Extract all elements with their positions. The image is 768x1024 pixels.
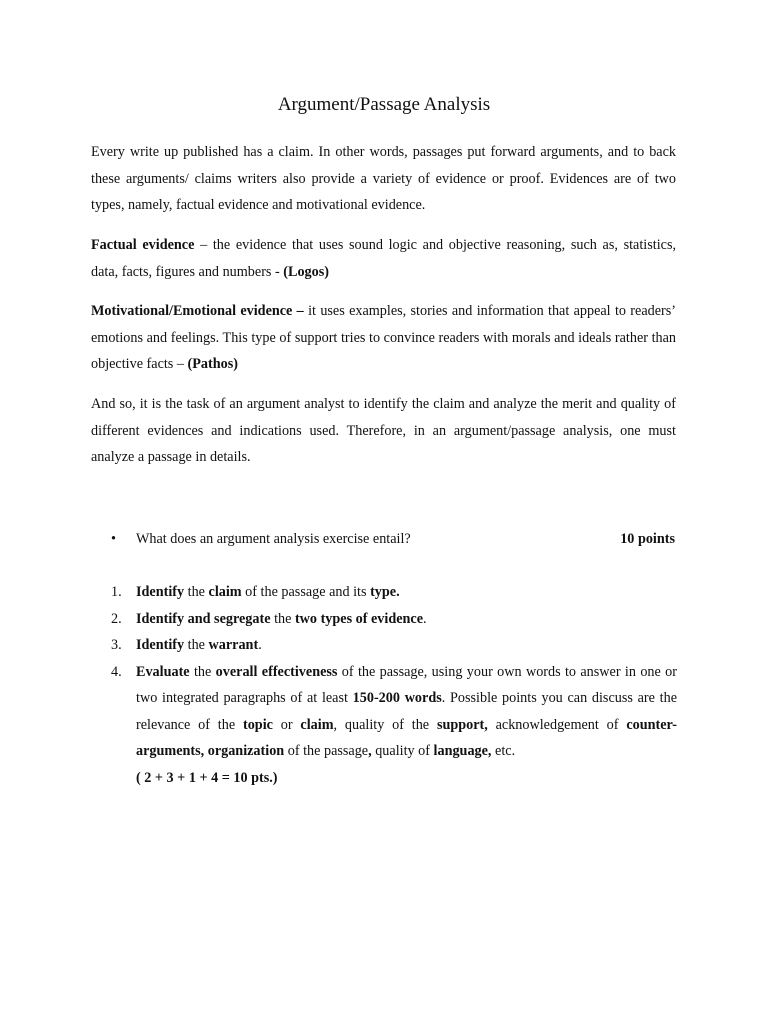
task-text: acknowledgement of — [487, 716, 627, 733]
task-text: etc. — [491, 743, 516, 759]
question-row — [108, 526, 678, 552]
task-emphasis: overall effectiveness — [215, 663, 338, 680]
motivational-evidence-text: it uses examples, stories and information that appeal to readers’ emotions and feelings. This type of support tries to convince readers with morals and ideals rather than objective facts – — [91, 303, 676, 372]
factual-evidence-text: – the evidence that uses sound logic and objective reasoning, such as, statistics, data, facts, figures and numbers - — [91, 237, 677, 280]
task-text: quality of — [371, 743, 434, 759]
task-emphasis: support, — [436, 716, 488, 733]
task-emphasis: warrant — [208, 637, 259, 653]
task-number: 4. — [111, 663, 122, 680]
task-emphasis: 150-200 words — [352, 690, 442, 706]
task-text: the — [184, 637, 209, 653]
task-text: of the passage — [284, 743, 369, 759]
conclusion-paragraph: And so, it is the task of an argument analyst to identify the claim and analyze the merit and quality of different evidences and indications used. Therefore, in an argument/passage analysis, one must analyze a passage in details. — [91, 396, 676, 465]
task-text: . — [258, 637, 262, 653]
task-text: or — [272, 716, 301, 733]
task-emphasis: claim — [208, 584, 242, 600]
motivational-evidence-term: Motivational/Emotional evidence – — [91, 303, 304, 319]
task-item — [111, 632, 677, 659]
task-emphasis: Identify — [136, 584, 185, 600]
intro-paragraph: Every write up published has a claim. In other words, passages put forward arguments, and to back these arguments/ claims writers also provide a variety of evidence or proof. Evidences are of two types, namely, factual evidence and motivational evidence. — [91, 144, 676, 213]
factual-evidence-term: Factual evidence — [91, 237, 195, 253]
task-text: of the passage, using your own words to answer in one or two integrated paragraphs of at least — [136, 663, 677, 706]
points-total: ( 2 + 3 + 1 + 4 = 10 pts.) — [136, 769, 278, 786]
task-number: 1. — [111, 584, 122, 600]
task-number: 2. — [111, 610, 122, 627]
task-emphasis: Identify and segregate — [136, 610, 271, 627]
task-item — [111, 606, 677, 633]
task-item — [111, 659, 677, 792]
bullet-icon: • — [111, 531, 116, 547]
factual-evidence-paragraph — [91, 232, 676, 285]
page-title: Argument/Passage Analysis — [277, 94, 491, 115]
task-emphasis: language, — [433, 743, 492, 759]
task-text: the — [184, 584, 209, 600]
question-points: 10 points — [620, 531, 675, 547]
task-text: the — [189, 663, 216, 680]
task-emphasis: counter-arguments, organization — [136, 716, 678, 759]
task-item — [111, 579, 677, 606]
motivational-evidence-paragraph — [91, 298, 676, 378]
task-text: . Possible points you can discuss are the relevance of the — [136, 690, 677, 733]
logos-tag: (Logos) — [283, 263, 329, 280]
task-emphasis: Evaluate — [136, 663, 190, 680]
pathos-tag: (Pathos) — [187, 356, 238, 372]
task-list — [111, 579, 677, 791]
task-emphasis: claim — [300, 716, 334, 733]
task-emphasis: type. — [370, 584, 400, 600]
task-text: , quality of the — [333, 716, 437, 733]
task-text: of the passage and its — [241, 584, 371, 600]
task-emphasis: , — [368, 743, 372, 759]
question-text: What does an argument analysis exercise entail? — [136, 531, 411, 547]
task-emphasis: Identify — [136, 637, 185, 653]
task-text: the — [270, 610, 295, 627]
task-number: 3. — [111, 637, 122, 653]
task-text: . — [423, 610, 427, 627]
task-emphasis: topic — [242, 716, 273, 733]
task-emphasis: two types of evidence — [294, 610, 424, 627]
